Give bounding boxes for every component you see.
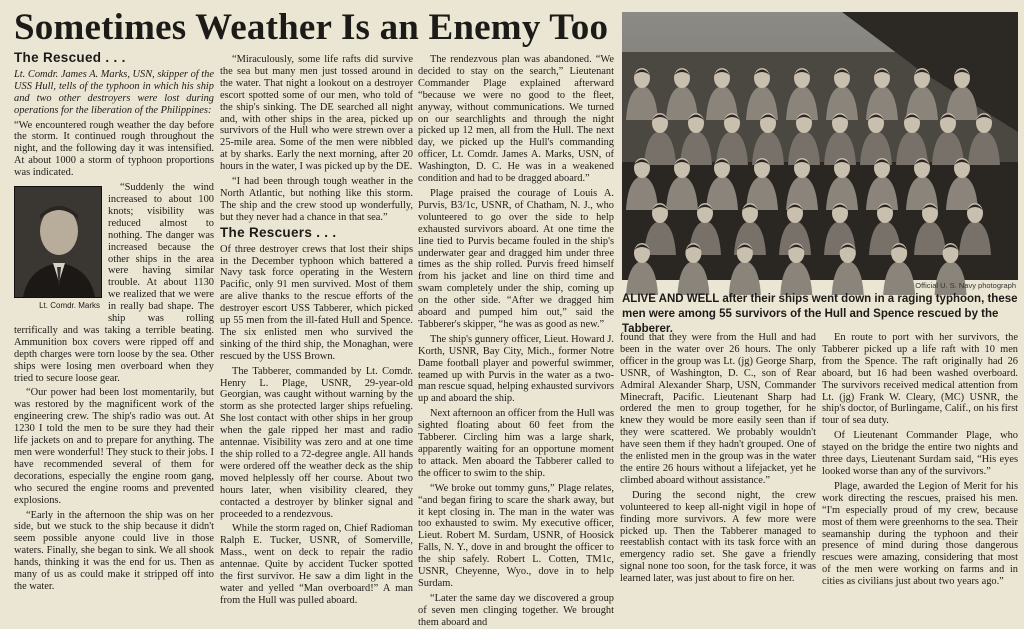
col3-paragraph-6: “Later the same day we discovered a group of seven men clinging together. We brought them aboard and (418, 592, 614, 628)
col2-paragraph-1: “Miraculously, some life rafts did survive the sea but many men just tossed around in the water. That night a lookout on a destroyer escort spotted some of our men, who told of the ship's sinking. The DE searched all night and, with other ships in the area, picked up survivors of the Hull who were strewn over a 25-mile area. Some of the men were nibbled at by sharks. Early the next morning, after 20 hours in the water, I was picked up by the DE. (220, 54, 413, 173)
portrait-marks (14, 186, 100, 312)
photo-credit: Official U. S. Navy photograph (915, 281, 1016, 290)
rescued-paragraph-4: “Early in the afternoon the ship was on her side, but we stuck to the ship because it didn't seem possible anyone could live in those waters. Finally, she began to sink. We all shook hands, thinking it was the end for us. Then as many of us as could make it stripped off into the water. (14, 509, 214, 592)
col4-paragraph-2: During the second night, the crew volunteered to keep all-night vigil in hope of finding more survivors. A few more were picked up. Then the Tabberer managed to reestablish contact with its task force with an emergency radio set. She gave a friendly signal none too soon, for the task force, it was learned later, was just about to fire on her. (620, 489, 816, 585)
col3-paragraph-4: Next afternoon an officer from the Hull was sighted floating about 60 feet from the Tabberer. Circling him was a large shark, apparently waiting for an opportune moment to attack. Men aboard the Tabberer called to the officer to swim to the ship. (418, 408, 614, 479)
col3-paragraph-1: The rendezvous plan was abandoned. “We decided to stay on the search,” Lieutenant Commander Plage explained afterward “because we were no good to the fleet, anyway, without communications. We turned on our searchlights and through the night picked up 12 men, all from the Hull. The next day, we picked up the Hull's commanding officer, Lt. Comdr. James A. Marks, USN, of Washington, D. C. He was in a weakened condition and had to be dragged aboard.” (418, 54, 614, 185)
photo-caption (622, 292, 1018, 337)
rescued-paragraph-2: “Suddenly the wind increased to about 100 knots; visibility was reduced almost to nothing. The danger was increased because the other ships in the area were having similar trouble. At about 1130 we realized that we were in really bad shape. The ship was rolling terrifically and was taking a terrible beating. Ammunition box covers were ripped off and depth charges were torn loose by the sea. Other ships were losing men overboard when they tried to secure loose gear. (14, 182, 214, 384)
photo-caption-rest: after their ships went down in a raging typhoon, these men were among 55 survivors of the Hull and Spence rescued by the Tabberer. (622, 293, 1018, 335)
col3-paragraph-5: “We broke out tommy guns,” Plage relates, “and began firing to scare the shark away, but it kept closing in. The man in the water was too exhausted to swim. My executive officer, Lieut. Robert M. Surdam, USNR, of Hoosick Falls, N. Y., dove in and brought the officer to the ship safely. Robert L. Cotten, TM1c, USNR, Cheyenne, Wyo., dove in to help Surdam. (418, 482, 614, 589)
column-3 (418, 54, 614, 628)
rescuers-paragraph-3: While the storm raged on, Chief Radioman Ralph E. Tucker, USNR, of Somerville, Mass., went on deck to repair the radio antennae. Quite by accident Tucker spotted the first survivor. He saw a dim light in the water and yelled “Man overboard!” A man from the Hull was pulled aboard. (220, 523, 413, 606)
rescued-intro: Lt. Comdr. James A. Marks, USN, skipper of the USS Hull, tells of the typhoon in which his ship and two other destroyers were lost during operations for the liberation of the Philippines: (14, 68, 214, 116)
col2-paragraph-2: “I had been through tough weather in the North Atlantic, but nothing like this storm. The ship and the crew stood up wonderfully, but they never had a chance in that sea.” (220, 176, 413, 223)
rescuers-paragraph-2: The Tabberer, commanded by Lt. Comdr. Henry L. Plage, USNR, 29-year-old Georgian, was caught without warning by the storm as she protected larger ships refueling. She lost contact with other ships in her group when the gale ripped her mast and radio antennae. Visibility was zero and at one time the ship rolled to a 72-degree angle. All hands were ordered off the weather deck as the ship moved helplessly off her course. About two hours later, when visibility cleared, they contacted a destroyer by blinker signal and proceeded to a rendezvous. (220, 365, 413, 520)
col5-paragraph-1: En route to port with her survivors, the Tabberer picked up a life raft with 10 men from the Spence. The raft originally had 26 aboard, but 16 had been washed overboard. The survivors received medical attention from Lt. (jg) Frank W. Cleary, (MC) USNR, the ship's doctor, of Burlingame, Calif., on his first tour of sea duty. (822, 332, 1018, 427)
survivors-photo (622, 12, 1018, 280)
rescued-paragraph-1: “We encountered rough weather the day before the storm. It continued rough throughout the night, and the following day it was intensified. At about 1000 a storm of typhoon proportions was indicated. (14, 119, 214, 179)
subhead-rescued: The Rescued . . . (14, 50, 126, 65)
rescued-paragraph-3: “Our power had been lost momentarily, but was restored by the magnificent work of the engineering crew. The ship's radio was out. At 1230 I told the men to be sure they had their life jackets on and to prepare for anything. The men were wonderful! They stuck to their jobs. I have recommended several of them for decorations, especially the engine room gang, who secured the engine rooms and prevented explosions. (14, 387, 214, 506)
col5-paragraph-3: Plage, awarded the Legion of Merit for his work directing the rescues, praised his men. “I'm especially proud of my crew, because most of them were greenhorns to the sea. Their seamanship during the typhoon and their presence of mind during those dangerous rescues were amazing, considering that most of the men were working on farms and in cities as civilians just about two years ago.” (822, 480, 1018, 588)
col3-paragraph-3: The ship's gunnery officer, Lieut. Howard J. Korth, USNR, Bay City, Mich., former Notre Dame football player and powerful swimmer, teamed up with Purvis in the water as a two-man rescue squad, helping exhausted survivors up and aboard the ship. (418, 333, 614, 405)
column-4 (620, 332, 816, 598)
col5-paragraph-2: Of Lieutenant Commander Plage, who stayed on the bridge the entire two nights and three days, Lieutenant Surdam said, “His eyes looked worse than any of the survivors.” (822, 430, 1018, 477)
column-rescued (14, 50, 214, 598)
photo-caption-lead: ALIVE AND WELL (622, 293, 720, 305)
col3-paragraph-2: Plage praised the courage of Louis A. Purvis, B3/1c, USNR, of Chatham, N. J., who volunteered to go over the side to help exhausted survivors aboard. At one time the line tied to Purvis became fouled in the ship's underwater gear and dragged him under three times as the ship rolled. Purvis freed himself from his jacket and line on third time and swam completely under the ship, coming up on the other side. “After we dragged him aboard and pumped him out,” said the Tabberer's skipper, “he was as good as new.” (418, 187, 614, 330)
column-5 (822, 332, 1018, 598)
col4-paragraph-1: found that they were from the Hull and had been in the water over 26 hours. The only officer in the group was Lt. (jg) George Sharp, USNR, of Washington, D. C., son of Rear Admiral Alexander Sharp, USN, Commander Minecraft, Pacific. Lieutenant Sharp had ordered the men to group together, for he knew they would be more easily seen than if they were scattered. We probably wouldn't have seen them if they hadn't grouped. One of the enlisted men in the group was in the water the entire 26 hours without a lifejacket, yet he climbed aboard without assistance.” (620, 332, 816, 486)
portrait-photo (14, 186, 102, 298)
subhead-rescuers: The Rescuers . . . (220, 224, 337, 240)
column-rescuers (220, 54, 413, 606)
portrait-caption: Lt. Comdr. Marks (39, 301, 100, 311)
rescuers-paragraph-1: Of three destroyer crews that lost their ships in the December typhoon which battered a Navy task force operating in the Western Pacific, only 91 men survived. Most of them are alive thanks to the rescue efforts of the destroyer escort USS Tabberer, which picked up 55 men from the ill-fated Hull and Spence. The six enlisted men who survived the sinking of the third ship, the Monaghan, were rescued by the USS Brown. (220, 243, 413, 362)
headline: Sometimes Weather Is an Enemy Too (14, 7, 609, 48)
